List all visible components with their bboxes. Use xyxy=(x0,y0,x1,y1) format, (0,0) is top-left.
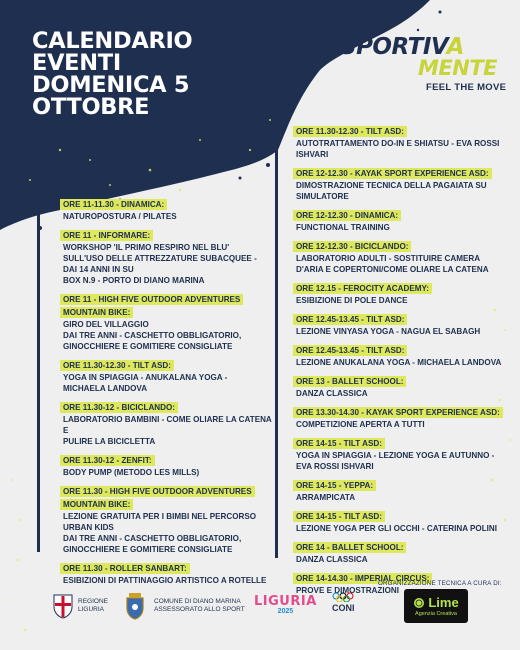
event-item xyxy=(60,197,275,222)
brand-tagline: FEEL THE MOVE xyxy=(426,82,507,93)
event-description: LEZIONE GRATUITA PER I BIMBI NEL PERCORSO URBAN KIDS DAI TRE ANNI - CASCHETTO OBBLIGATORIO, GINOCCHIERE E GOMITIERE CONSIGLIATE xyxy=(63,512,257,554)
event-item xyxy=(60,561,275,586)
event-description: LEZIONE YOGA PER GLI OCCHI - CATERINA POLINI xyxy=(296,524,498,533)
event-time-header: ORE 14-15 - TILT ASD: xyxy=(293,511,385,522)
brand-word-2: MENTE xyxy=(418,56,497,80)
event-time-header: ORE 11 - INFORMARE: xyxy=(60,230,153,241)
coni-word: CONI xyxy=(332,603,355,613)
liguria-word: LIGURIA xyxy=(254,594,317,609)
event-time-header: ORE 12-12.30 - BICICLANDO: xyxy=(293,241,411,252)
liguria-year: 2025 xyxy=(277,608,294,615)
lime-word: Lime xyxy=(428,595,459,610)
regione-crest-icon xyxy=(52,593,74,619)
title-line-2: EVENTI xyxy=(32,50,121,76)
event-item xyxy=(60,292,275,352)
brand-word-1: SPORTIV xyxy=(340,34,447,60)
event-description: GIRO DEL VILLAGGIO DAI TRE ANNI - CASCHETTO OBBLIGATORIO, GINOCCHIERE E GOMITIERE CONSIGLIATE xyxy=(63,320,242,351)
event-item xyxy=(293,124,508,160)
event-description: DANZA CLASSICA xyxy=(296,555,368,564)
coni-logo xyxy=(332,592,355,613)
event-description: ESIBIZIONE DI POLE DANCE xyxy=(296,296,408,305)
comune-diano-logo xyxy=(124,592,245,620)
event-description: LEZIONE ANUKALANA YOGA - MICHAELA LANDOVA xyxy=(296,358,502,367)
event-description: LABORATORIO BAMBINI - COME OLIARE LA CATENA E PULIRE LA BICICLETTA xyxy=(63,415,272,446)
event-description: DIMOSTRAZIONE TECNICA DELLA PAGAIATA SU SIMULATORE xyxy=(296,181,487,201)
event-time-header: ORE 11.30 - HIGH FIVE OUTDOOR ADVENTURES MOUNTAIN BIKE: xyxy=(60,486,255,510)
organizer-label: ORGANIZZAZIONE TECNICA A CURA DI: xyxy=(378,580,502,587)
event-item xyxy=(293,509,508,534)
event-time-header: ORE 11.30 - ROLLER SANBART: xyxy=(60,563,190,574)
event-item xyxy=(293,239,508,275)
event-description: COMPETIZIONE APERTA A TUTTI xyxy=(296,420,425,429)
comune-crest-icon xyxy=(124,592,146,620)
event-item xyxy=(293,208,508,233)
event-time-header: ORE 11.30-12 - ZENFIT: xyxy=(60,455,155,466)
event-description: ESIBIZIONI DI PATTINAGGIO ARTISTICO A ROTELLE xyxy=(63,576,267,585)
event-item xyxy=(293,436,508,472)
event-item xyxy=(60,484,275,555)
page-title xyxy=(32,30,222,118)
event-time-header: ORE 11 - HIGH FIVE OUTDOOR ADVENTURES MOUNTAIN BIKE: xyxy=(60,294,243,318)
event-description: WORKSHOP 'IL PRIMO RESPIRO NEL BLU' SULL'USO DELLE ATTREZZATURE SUBACQUEE - DAI 14 ANNI IN SU BOX N.9 - PORTO DI DIANO MARINA xyxy=(63,243,257,285)
event-time-header: ORE 11.30-12 - BICICLANDO: xyxy=(60,402,178,413)
event-description: PROVE E DIMOSTRAZIONI xyxy=(296,586,399,595)
event-description: BODY PUMP (METODO LES MILLS) xyxy=(63,468,200,477)
right-events-column xyxy=(293,124,508,602)
lime-fruit-icon xyxy=(413,597,425,609)
event-item xyxy=(60,228,275,286)
brand-letter-accent: A xyxy=(446,34,464,60)
title-line-4: OTTOBRE xyxy=(32,94,150,120)
event-item xyxy=(293,312,508,337)
regione-line-1: REGIONE xyxy=(78,598,108,605)
event-time-header: ORE 13 - BALLET SCHOOL: xyxy=(293,376,406,387)
event-description: FUNCTIONAL TRAINING xyxy=(296,223,390,232)
event-description: DANZA CLASSICA xyxy=(296,389,368,398)
event-time-header: ORE 14-15 - YEPPA: xyxy=(293,480,376,491)
event-item xyxy=(293,540,508,565)
event-description: AUTOTRATTAMENTO DO-IN E SHIATSU - EVA ROSSI ISHVARI xyxy=(296,139,500,159)
event-item xyxy=(60,358,275,394)
left-events-column xyxy=(60,197,275,592)
event-description: ARRAMPICATA xyxy=(296,493,356,502)
olympic-rings-icon xyxy=(332,592,354,602)
event-time-header: ORE 11-11.30 - DINAMICA: xyxy=(60,199,167,210)
event-description: YOGA IN SPIAGGIA - LEZIONE YOGA E AUTUNNO - EVA ROSSI ISHVARI xyxy=(296,451,495,471)
event-item xyxy=(293,281,508,306)
event-item xyxy=(293,343,508,368)
lime-tagline: Agenzia Creativa xyxy=(415,611,457,617)
title-line-1: CALENDARIO xyxy=(32,28,193,54)
event-time-header: ORE 14-15 - TILT ASD: xyxy=(293,438,385,449)
comune-line-2: ASSESSORATO ALLO SPORT xyxy=(154,606,245,613)
event-time-header: ORE 12-12.30 - KAYAK SPORT EXPERIENCE ASD: xyxy=(293,168,492,179)
lime-agency-logo xyxy=(404,589,468,623)
event-time-header: ORE 14-14.30 - IMPERIAL CIRCUS: xyxy=(293,573,432,584)
event-time-header: ORE 13.30-14.30 - KAYAK SPORT EXPERIENCE ASD: xyxy=(293,407,503,418)
event-item xyxy=(293,374,508,399)
event-description: YOGA IN SPIAGGIA - ANUKALANA YOGA - MICHAELA LANDOVA xyxy=(63,373,228,393)
event-item xyxy=(293,405,508,430)
event-time-header: ORE 11.30-12.30 - TILT ASD: xyxy=(60,360,174,371)
regione-liguria-logo xyxy=(52,593,108,619)
sportivamente-logo xyxy=(340,34,510,114)
event-description: LEZIONE VINYASA YOGA - NAGUA EL SABAGH xyxy=(296,327,481,336)
liguria-2025-logo xyxy=(254,594,317,615)
event-time-header: ORE 12-12.30 - DINAMICA: xyxy=(293,210,401,221)
event-time-header: ORE 12.45-13.45 - TILT ASD: xyxy=(293,345,407,356)
comune-line-1: COMUNE DI DIANO MARINA xyxy=(154,598,241,605)
event-item xyxy=(60,453,275,478)
regione-line-2: LIGURIA xyxy=(78,606,105,613)
event-item xyxy=(293,166,508,202)
event-description: LABORATORIO ADULTI - SOSTITUIRE CAMERA D'ARIA E COPERTONI/COME OLIARE LA CATENA xyxy=(296,254,489,274)
right-timeline-line xyxy=(275,128,278,558)
event-time-header: ORE 11.30-12.30 - TILT ASD: xyxy=(293,126,407,137)
event-description: NATUROPOSTURA / PILATES xyxy=(63,212,177,221)
left-timeline-line xyxy=(37,196,40,552)
event-time-header: ORE 12.45-13.45 - TILT ASD: xyxy=(293,314,407,325)
title-line-3: DOMENICA 5 xyxy=(32,72,190,98)
event-time-header: ORE 12.15 - FEROCITY ACADEMY: xyxy=(293,283,432,294)
event-item xyxy=(60,400,275,447)
event-item xyxy=(293,478,508,503)
event-time-header: ORE 14 - BALLET SCHOOL: xyxy=(293,542,406,553)
